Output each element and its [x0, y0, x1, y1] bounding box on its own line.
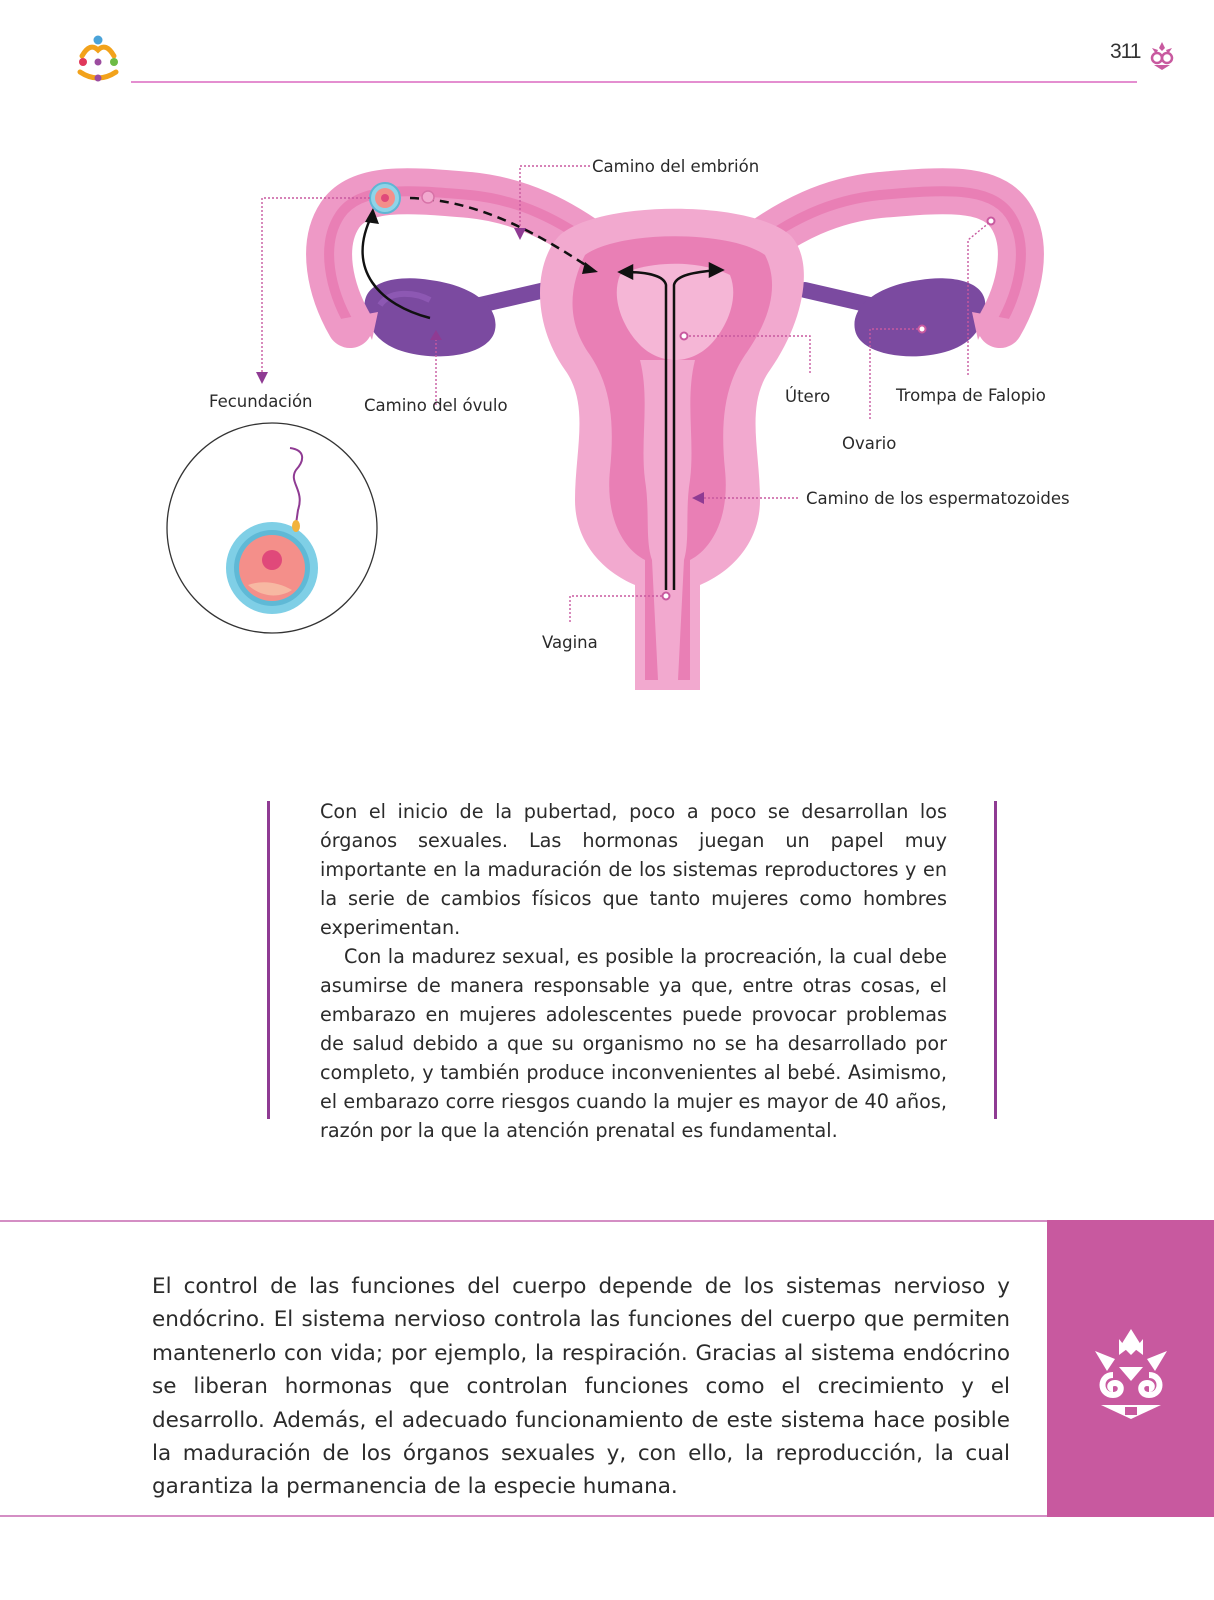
- paragraph-1: Con el inicio de la pubertad, poco a poco se desarrollan los órganos sexuales. Las hormonas juegan un papel muy importante en la maduración de los sistemas reproductores y en la serie de cambios físicos que tanto mujeres como hombres experimentan.: [320, 800, 947, 939]
- label-uterus: Útero: [785, 387, 831, 406]
- label-sperm-path: Camino de los espermatozoides: [806, 489, 1070, 508]
- fertilization-inset: [167, 423, 377, 633]
- label-fertilization: Fecundación: [209, 392, 313, 411]
- box-bottom-rule: [0, 1515, 1214, 1517]
- left-text-bar: [267, 801, 270, 1119]
- paragraph-2: Con la madurez sexual, es posible la procreación, la cual debe asumirse de manera responsable ya que, entre otras cosas, el embarazo en mujeres adolescentes puede provocar problemas de salud debido a que su organismo no se ha desarrollado por completo, y también produce inconvenientes al bebé. Asimismo, el embarazo corre riesgos cuando la mujer es mayor de 40 años, razón por la que la atención prenatal es fundamental.: [320, 945, 947, 1142]
- label-ovary: Ovario: [842, 434, 897, 453]
- reproductive-system-diagram: [0, 0, 1214, 720]
- body-text: [320, 797, 947, 1145]
- left-ovary: [365, 278, 545, 356]
- label-fallopian-tube: Trompa de Falopio: [896, 386, 1046, 405]
- ornament-icon: [1089, 1325, 1173, 1421]
- right-text-bar: [994, 801, 997, 1119]
- info-box-side-panel: [1047, 1220, 1214, 1517]
- page-number: 311: [1110, 40, 1141, 63]
- info-box-text: El control de las funciones del cuerpo depende de los sistemas nervioso y endócrino. El sistema nervioso controla las funciones del cuerpo que permiten mantenerlo con vida; por ejemplo, la respiración. Gracias al sistema endócrino se liberan hormonas que controlan funciones como el crecimiento y el desarrollo. Además, el adecuado funcionamiento de este sistema hace posible la maduración de los órganos sexuales y, con ello, la reproducción, la cual garantiza la permanencia de la especie humana.: [152, 1274, 1010, 1500]
- box-top-rule: [0, 1220, 1214, 1222]
- right-ovary: [805, 278, 985, 356]
- label-vagina: Vagina: [542, 633, 598, 652]
- uterus: [540, 209, 804, 690]
- label-ovum-path: Camino del óvulo: [364, 396, 508, 415]
- label-embryo-path: Camino del embrión: [592, 157, 760, 176]
